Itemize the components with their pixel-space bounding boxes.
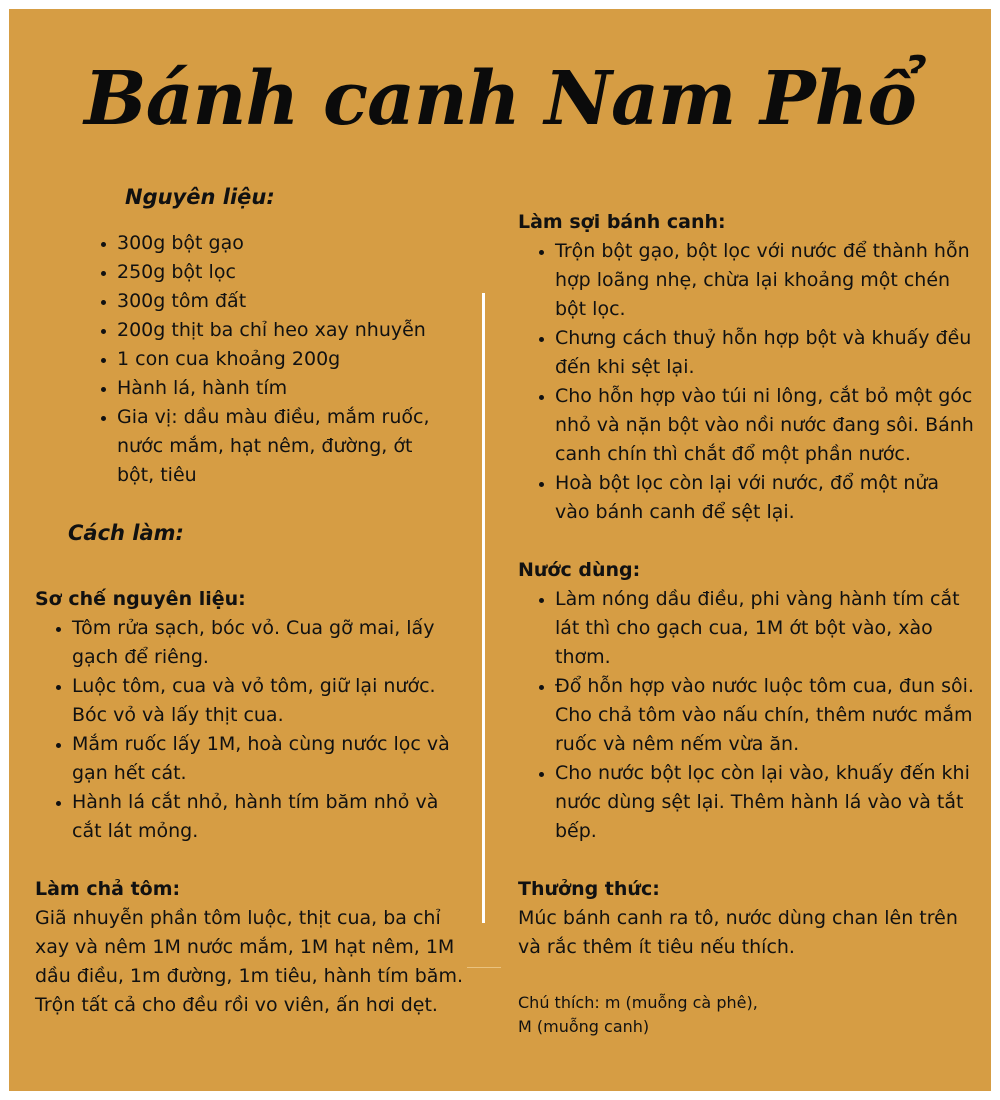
left-method-column (35, 585, 467, 1020)
small-divider (467, 967, 501, 968)
broth-title: Nước dùng: (518, 559, 641, 581)
method-heading: Cách làm: (68, 521, 184, 545)
noodles-step: • Hoà bột lọc còn lại với nước, đổ một nửa vào bánh canh để sệt lại. (555, 469, 974, 527)
cha-tom-text: Giã nhuyễn phần tôm luộc, thịt cua, ba chỉ xay và nêm 1M nước mắm, 1M hạt nêm, 1M dầu điều, 1m đường, 1m tiêu, hành tím băm. Trộn tất cả cho đều rồi vo viên, ấn hơi dẹt. (35, 907, 463, 1016)
ingredient-item: • Gia vị: dầu màu điều, mắm ruốc, nước mắm, hạt nêm, đường, ớt bột, tiêu (117, 403, 450, 490)
prep-list (35, 614, 467, 846)
ingredients-list (80, 229, 450, 490)
recipe-card (9, 9, 991, 1091)
prep-title: Sơ chế nguyên liệu: (35, 588, 246, 610)
prep-step: • Tôm rửa sạch, bóc vỏ. Cua gỡ mai, lấy gạch để riêng. (72, 614, 467, 672)
prep-step: • Hành lá cắt nhỏ, hành tím băm nhỏ và cắt lát mỏng. (72, 788, 467, 846)
broth-step: • Cho nước bột lọc còn lại vào, khuấy đến khi nước dùng sệt lại. Thêm hành lá vào và tắt bếp. (555, 759, 974, 846)
ingredient-item: • 200g thịt ba chỉ heo xay nhuyễn (117, 316, 450, 345)
noodles-list (518, 237, 974, 527)
ingredients-list-block (80, 229, 450, 490)
recipe-title: Bánh canh Nam Phổ (84, 56, 916, 142)
noodles-step: • Cho hỗn hợp vào túi ni lông, cắt bỏ một góc nhỏ và nặn bột vào nồi nước đang sôi. Bánh canh chín thì chắt đổ một phần nước. (555, 382, 974, 469)
noodles-step: • Chưng cách thuỷ hỗn hợp bột và khuấy đều đến khi sệt lại. (555, 324, 974, 382)
serve-title: Thưởng thức: (518, 878, 660, 900)
ingredient-item: • 1 con cua khoảng 200g (117, 345, 450, 374)
prep-step: • Luộc tôm, cua và vỏ tôm, giữ lại nước. Bóc vỏ và lấy thịt cua. (72, 672, 467, 730)
prep-step: • Mắm ruốc lấy 1M, hoà cùng nước lọc và gạn hết cát. (72, 730, 467, 788)
broth-step: • Đổ hỗn hợp vào nước luộc tôm cua, đun sôi. Cho chả tôm vào nấu chín, thêm nước mắm ruốc và nêm nếm vừa ăn. (555, 672, 974, 759)
ingredient-item: • 250g bột lọc (117, 258, 450, 287)
note-line-2: M (muỗng canh) (518, 1017, 650, 1036)
right-method-column (518, 208, 974, 1039)
ingredient-item: • Hành lá, hành tím (117, 374, 450, 403)
serve-text: Múc bánh canh ra tô, nước dùng chan lên trên và rắc thêm ít tiêu nếu thích. (518, 907, 958, 958)
cha-tom-title: Làm chả tôm: (35, 878, 181, 900)
noodles-step: • Trộn bột gạo, bột lọc với nước để thành hỗn hợp loãng nhẹ, chừa lại khoảng một chén bột lọc. (555, 237, 974, 324)
ingredients-heading: Nguyên liệu: (125, 185, 275, 209)
broth-step: • Làm nóng dầu điều, phi vàng hành tím cắt lát thì cho gạch cua, 1M ớt bột vào, xào thơm. (555, 585, 974, 672)
column-divider (482, 293, 485, 923)
note-line-1: Chú thích: m (muỗng cà phê), (518, 993, 758, 1012)
noodles-title: Làm sợi bánh canh: (518, 211, 726, 233)
ingredient-item: • 300g tôm đất (117, 287, 450, 316)
ingredient-item: • 300g bột gạo (117, 229, 450, 258)
broth-list (518, 585, 974, 846)
